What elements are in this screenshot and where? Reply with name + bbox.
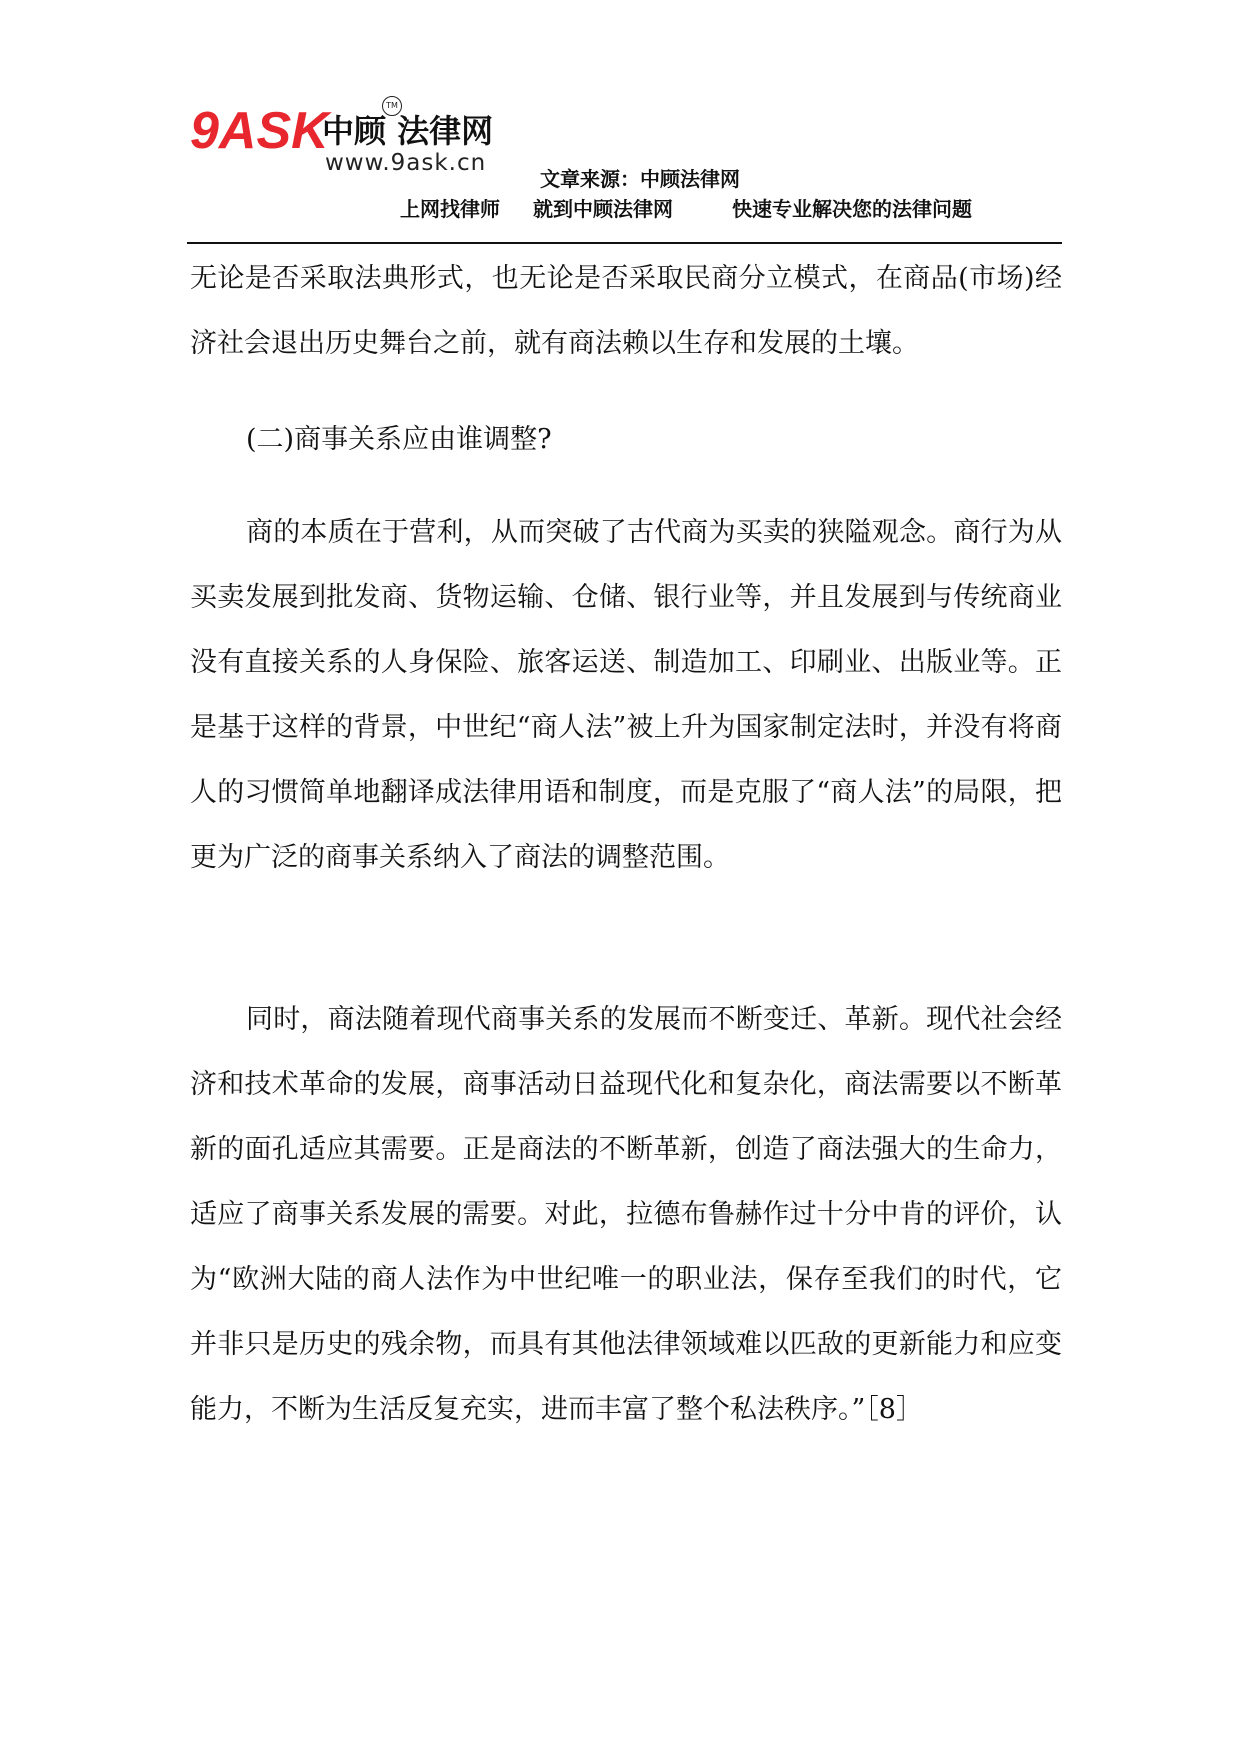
paragraph-1: 无论是否采取法典形式，也无论是否采取民商分立模式，在商品(市场)经济社会退出历史舞台之前，就有商法赖以生存和发展的土壤。 [190,263,1062,359]
logo-url: www.9ask.cn [325,150,487,176]
paragraph-3: 同时，商法随着现代商事关系的发展而不断变迁、革新。现代社会经济和技术革命的发展，商事活动日益现代化和复杂化，商法需要以不断革新的面孔适应其需要。正是商法的不断革新，创造了商法强大的生命力，适应了商事关系发展的需要。对此，拉德布鲁赫作过十分中肯的评价，认为“欧洲大陆的商人法作为中世纪唯一的职业法，保存至我们的时代，它并非只是历史的残余物，而具有其他法律领域难以匹敌的更新能力和应变能力，不断为生活反复充实，进而丰富了整个私法秩序。”［8］ [190,1004,1062,1425]
logo-brand-text: 9ASK [190,102,329,160]
slogan-find-lawyer: 上网找律师 [400,197,500,221]
slogan-service: 快速专业解决您的法律问题 [732,197,972,221]
section-heading: (二)商事关系应由谁调整? [246,424,552,455]
paragraph-2: 商的本质在于营利，从而突破了古代商为买卖的狭隘观念。商行为从买卖发展到批发商、货物运输、仓储、银行业等，并且发展到与传统商业没有直接关系的人身保险、旅客运送、制造加工、印刷业、出版业等。正是基于这样的背景，中世纪“商人法”被上升为国家制定法时，并没有将商人的习惯简单地翻译成法律用语和制度，而是克服了“商人法”的局限，把更为广泛的商事关系纳入了商法的调整范围。 [190,517,1062,873]
logo-cn-text: 中顾 法律网 [322,112,494,150]
slogan-site: 就到中顾法律网 [533,197,673,221]
header-divider [187,242,1062,244]
article-source: 文章来源：中顾法律网 [540,167,740,191]
trademark-icon: TM [382,96,402,116]
